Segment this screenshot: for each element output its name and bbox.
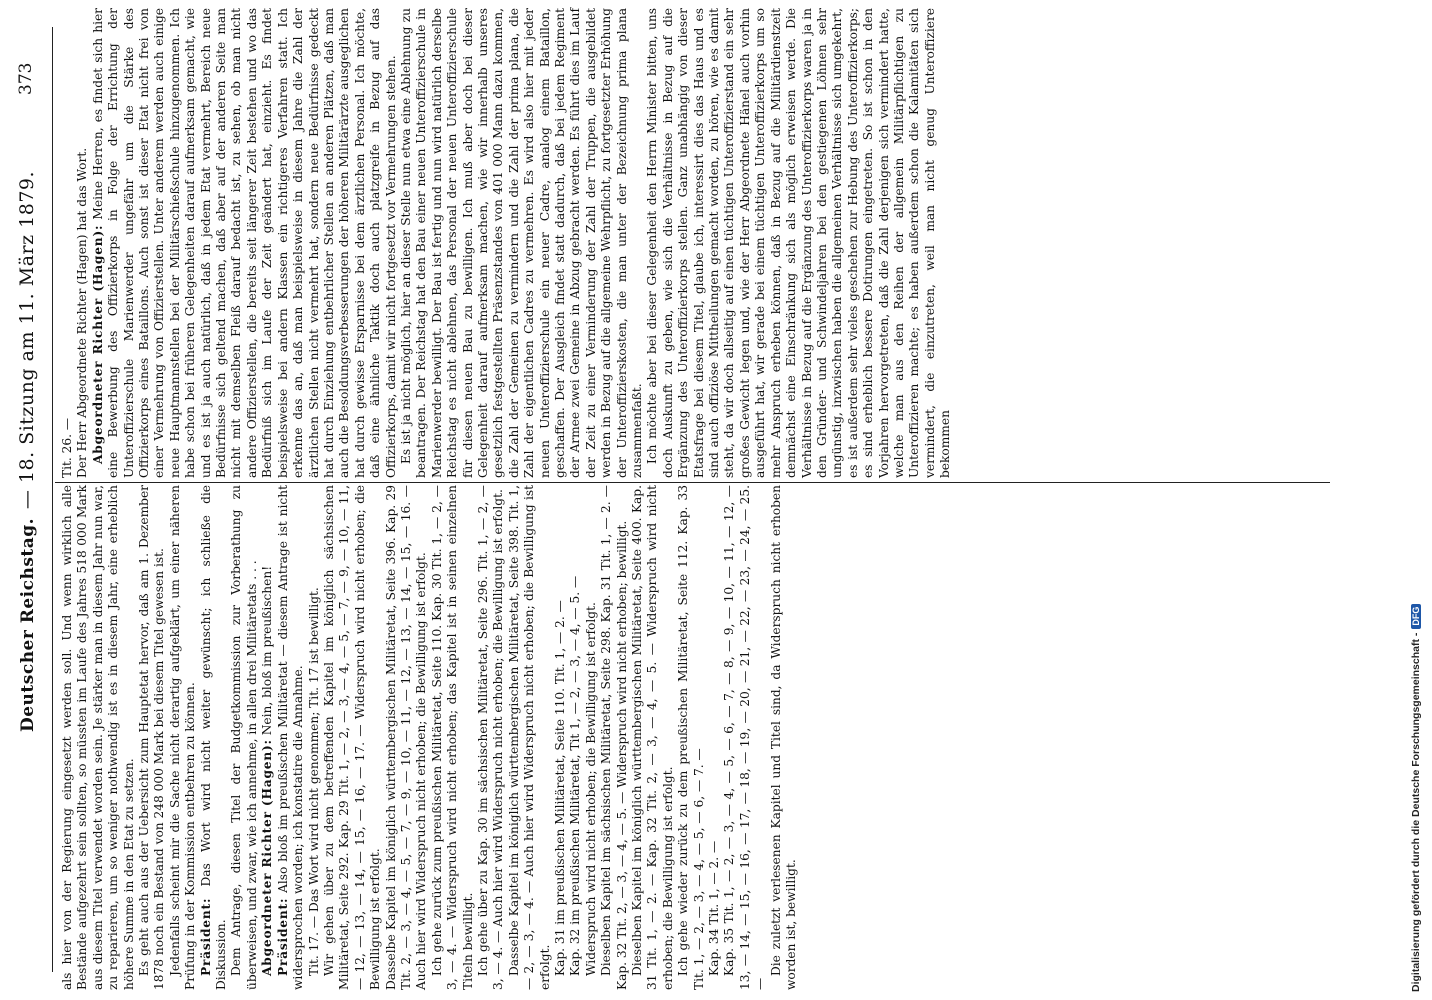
paragraph-text: Das Wort wird nicht weiter gewünscht; ich schließe die Diskussion.	[198, 485, 229, 990]
dfg-logo: DFG	[1411, 604, 1421, 629]
digitization-credit	[1410, 12, 1426, 992]
paragraph-text: Ich möchte aber bei dieser Gelegenheit den Herrn Minister bitten, uns doch Auskunft zu geben, wie sich die Verhältnisse in Bezug auf die Ergänzung des Unteroffizierkorps stellen. Ganz unabhängig von dieser Etatsfrage bei diesem Titel, glaube ich, interessirt dies das Haus und es sind auch offiziöse Mittheilungen gemacht worden, zu hören, wie es damit steht, da wir doch allseitig auf einen tüchtigen Unteroffizierstand ein sehr großes Gewicht legen und, wie der Herr Abgeordnete Hänel auch vorhin ausgeführt hat, wir gerade bei einem tüchtigen Unteroffizierkorps um so mehr Anspruch erheben können, daß in Bezug auf die Militärdienstzeit demnächst eine Einschränkung sich als möglich erweisen werde. Die Verhältnisse in Bezug auf die Ergänzung des Unteroffizierkorps waren ja in den Gründer- und Schwindeljahren bei den gestiegenen Löhnen sehr ungünstig, inzwischen haben die allgemeinen Verhältnisse sich umgekehrt, es ist außerdem sehr vieles geschehen zur Hebung des Unteroffizierkorps; es sind erheblich bessere Dotirungen eingetreten. So ist schon in den Vorjahren hervorgetreten, daß die Zahl derjenigen sich vermindert hatte, welche man aus den Reihen der allgemein Militärpflichtigen zu Unteroffizieren machte; es haben außerdem schon die Kalamitäten sich vermindert, die einzutreten, weil man nicht genug Unteroffiziere bekommen	[645, 8, 953, 478]
paragraph	[707, 485, 722, 990]
paragraph-text: Der Herr Abgeordnete Richter (Hagen) hat das Wort.	[75, 147, 90, 478]
page-number: 373	[16, 62, 36, 95]
paragraph	[553, 485, 568, 990]
paragraph	[260, 485, 275, 990]
paragraph	[507, 485, 553, 990]
paragraph-text: Nein, bloß im preußischen!	[260, 565, 275, 740]
header-title: Deutscher Reichstag.	[18, 517, 38, 732]
speaker-name: Abgeordneter Richter (Hagen):	[90, 224, 105, 464]
paragraph	[599, 485, 630, 990]
paragraph-text: als hier von der Regierung eingesetzt werden soll. Und wenn wirklich alle Bestände aufgezehrt sein sollten, so müssten im Laufe des Jahres 518 000 Mark aus diesem Titel verwendet worden sein. Je stärker man in diesem Jahr nun war, zu reparieren, um so weniger nothwendig ist es in diesem Jahr, eine erheblich höhere Summe in den Etat zu setzen.	[60, 485, 136, 990]
column-divider	[55, 482, 1330, 483]
paragraph	[476, 485, 507, 990]
paragraph	[307, 485, 322, 990]
speaker-name: Abgeordneter Richter (Hagen):	[260, 739, 275, 976]
speaker-name: Präsident:	[275, 897, 290, 976]
paragraph	[584, 485, 599, 990]
paragraph-text: Dem Antrage, diesen Titel der Budgetkommission zur Vorberathung zu überweisen, und zwar, wie ich annehme, in allen drei Militäretats . . .	[229, 485, 259, 990]
paragraph	[430, 485, 476, 990]
paragraph	[399, 8, 646, 478]
paragraph	[91, 8, 399, 478]
paragraph-text: Dasselbe Kapitel im königlich württembergischen Militäretat, Seite 396. Kap. 29 Tit. 2, — 3, — 4, — 5, — 7, — 9, — 10, — 11, — 12, — 13, — 14, — 15, — 16. — Auch hier wird Widerspruch nicht erhoben; die Bewilligung ist erfolgt.	[383, 485, 429, 990]
paragraph	[199, 485, 230, 990]
paragraph-text: Meine Herren, es findet sich hier eine Bewerbung des Offizierkorps in Folge der Errichtung der Unteroffizierschule Marienwerder ungefähr um die Stärke des Offizierkorps eines Bataillons. Auch sonst ist dieser Etat nicht frei von einer Vermehrung von Offizierstellen. Unter anderem werden auch einige neue Hauptmannstellen bei der Militärschießschule hinzugenommen. Ich habe schon bei früheren Gelegenheiten darauf aufmerksam gemacht, wie und es ist ja auch natürlich, daß in jedem Etat vermehrt, Bereich neue Bedürfnisse sich geltend machen, daß aber auf der anderen Seite man nicht mit demselben Fleiß darauf bedacht ist, zu sehen, ob man nicht andere Offizierstellen, die bereits seit längerer Zeit bestehen und wo das Bedürfniß sich im Laufe der Zeit geändert hat, einzieht. Es findet beispielsweise bei andern Klassen ein richtigeres Verfahren statt. Ich erkenne das an, daß man beispielsweise in diesem Jahre die Zahl der ärztlichen Stellen nicht vermehrt hat, sondern neue Bedürfnisse gedeckt hat durch Einziehung entbehrlicher Stellen an anderen Plätzen, daß man auch die Besoldungsverbesserungen der höheren Militärärzte ausgeglichen hat durch gewisse Ersparnisse bei dem ärztlichen Personal. Ich möchte, daß eine ähnliche Taktik doch auch platzgreife in Bezug auf das Offizierkorps, damit wir nicht fortgesetzt vor Vermehrungen stehen.	[90, 7, 398, 478]
header-rule	[52, 27, 53, 972]
paragraph-text: Also bloß im preußischen Militäretat — diesem Antrage ist nicht widersprochen worden; ich konstatire die Annahme.	[275, 485, 306, 990]
paragraph-text: Widerspruch wird nicht erhoben; die Bewilligung ist erfolgt.	[583, 602, 598, 976]
paragraph	[722, 485, 768, 990]
paragraph	[137, 485, 168, 990]
paragraph-text: Ich gehe zurück zum preußischen Militäretat, Seite 110. Kap. 30 Tit. 1, — 2, — 3, — 4. — Widerspruch wird nicht erhoben; das Kapitel ist in seinen einzelnen Titeln bewilligt.	[429, 485, 475, 990]
paragraph-text: Jedenfalls scheint mir die Sache nicht derartig aufgeklärt, um einer näheren Prüfung in der Kommission entbehren zu können.	[167, 485, 198, 990]
paragraph	[168, 485, 199, 990]
paragraph-text: Ich gehe wieder zurück zu dem preußischen Militäretat, Seite 112. Kap. 33 Tit. 1, — 2, — 3, — 4, — 5, — 6, — 7. —	[676, 485, 706, 990]
paragraph-text: Tit. 17. — Das Wort wird nicht genommen; Tit. 17 ist bewilligt.	[306, 587, 321, 976]
paragraph-text: Wir gehen über zu dem betreffenden Kapitel im königlich sächsischen Militäretat, Seite 292. Kap. 29 Tit. 1, — 2, — 3, — 4, — 5, — 7, — 9, — 10, — 11, — 12, — 13, — 14, — 15, — 16, — 17. — Widerspruch wird nicht erhoben; die Bewilligung ist erfolgt.	[321, 485, 383, 990]
paragraph	[769, 485, 800, 990]
paragraph-text: Die zuletzt verlesenen Kapitel und Titel sind, da Widerspruch nicht erhoben worden ist, bewilligt.	[768, 485, 799, 990]
paragraph	[630, 485, 676, 990]
paragraph	[75, 8, 90, 478]
paragraph-text: Dieselben Kapitel im sächsischen Militäretat, Seite 298. Kap. 31 Tit. 1, — 2. — Kap. 32 Tit. 2, — 3, — 4, — 5. — Widerspruch wird nicht erhoben; bewilligt.	[599, 485, 629, 990]
paragraph	[60, 8, 75, 478]
paragraph-text: Kap. 35 Tit. 1, — 2, — 3, — 4, — 5, — 6, — 7, — 8, — 9, — 10, — 11, — 12, — 13, — 14, — 15, — 16, — 17, — 18, — 19, — 20, — 21, — 22, — 23, — 24, — 25. —	[722, 485, 768, 990]
left-column	[60, 485, 800, 990]
paragraph-text: Kap. 31 im preußischen Militäretat, Seite 110. Tit. 1, — 2. —	[553, 600, 567, 976]
paragraph	[229, 485, 260, 990]
paragraph-text: Es geht auch aus der Uebersicht zum Hauptetat hervor, daß am 1. Dezember 1878 noch ein Bestand von 248 000 Mark bei diesem Titel gewesen ist.	[137, 485, 167, 990]
paragraph-text: Dasselbe Kapitel im königlich württembergischen Militäretat, Seite 398. Tit. 1, — 2, — 3, — 4. — Auch hier wird Widerspruch nicht erhoben; die Bewilligung ist erfolgt.	[506, 485, 552, 990]
credit-text: Digitalisierung gefördert durch die Deutsche Forschungsgemeinschaft -	[1410, 632, 1422, 992]
paragraph-text: Ich gehe über zu Kap. 30 im sächsischen Militäretat, Seite 296. Tit. 1, — 2, — 3, — 4. — Auch hier wird Widerspruch nicht erhoben; die Bewilligung ist erfolgt.	[475, 485, 506, 990]
paragraph-text: Tit. 26. —	[60, 417, 74, 478]
paragraph-text: Kap. 32 im preußischen Militäretat, Tit 1, — 2, — 3, — 4, — 5. —	[568, 575, 583, 976]
header-session: — 18. Sitzung am 11. März 1879.	[16, 170, 38, 510]
paragraph	[676, 485, 707, 990]
paragraph-text: Dieselben Kapitel im königlich württembergischen Militäretat, Seite 400. Kap. 31 Tit. 1, — 2. — Kap. 32 Tit. 2, — 3, — 4, — 5. — Widerspruch wird nicht erhoben; die Bewilligung ist erfolgt.	[630, 485, 675, 990]
paragraph-text: Es ist ja nicht möglich, hier an dieser Stelle nun etwa eine Ablehnung zu beantragen. Der Reichstag hat den Bau einer neuen Unteroffizierschule in Marienwerder bewilligt. Der Bau ist fertig und nun wird natürlich derselbe Reichstag es nicht ablehnen, das Personal der neuen Unteroffizierschule für diesen neuen Bau zu bewilligen. Ich muß aber doch bei dieser Gelegenheit darauf aufmerksam machen, wie wir innerhalb unseres gesetzlich festgestellten Präsenzstandes von 401 000 Mann dazu kommen, die Zahl der Gemeinen zu vermindern und die Zahl der prima plana, die Zahl der eigentlichen Cadres zu vermehren. Es wird also hier mit jeder neuen Unteroffizierschule ein neuer Cadre, analog einem Bataillon, geschaffen. Der Ausgleich findet statt dadurch, daß bei jedem Regiment der Armee zwei Gemeine in Abzug gebracht werden. Es führt dies im Lauf der Zeit zu einer Verminderung der Zahl der Truppen, die ausgebildet werden in Bezug auf die allgemeine Wehrpflicht, zu fortgesetzter Erhöhung der Unteroffizierskosten, die man unter der Bezeichnung prima plana zusammenfaßt.	[398, 8, 645, 478]
paragraph-text: Kap. 34 Tit. 1, — 2. —	[707, 840, 722, 976]
paragraph	[645, 8, 953, 478]
paragraph	[322, 485, 384, 990]
paragraph	[60, 485, 137, 990]
paragraph	[384, 485, 430, 990]
right-column	[60, 8, 954, 478]
paragraph	[276, 485, 307, 990]
paragraph	[568, 485, 583, 990]
page-header	[0, 0, 52, 1000]
speaker-name: Präsident:	[198, 897, 213, 976]
